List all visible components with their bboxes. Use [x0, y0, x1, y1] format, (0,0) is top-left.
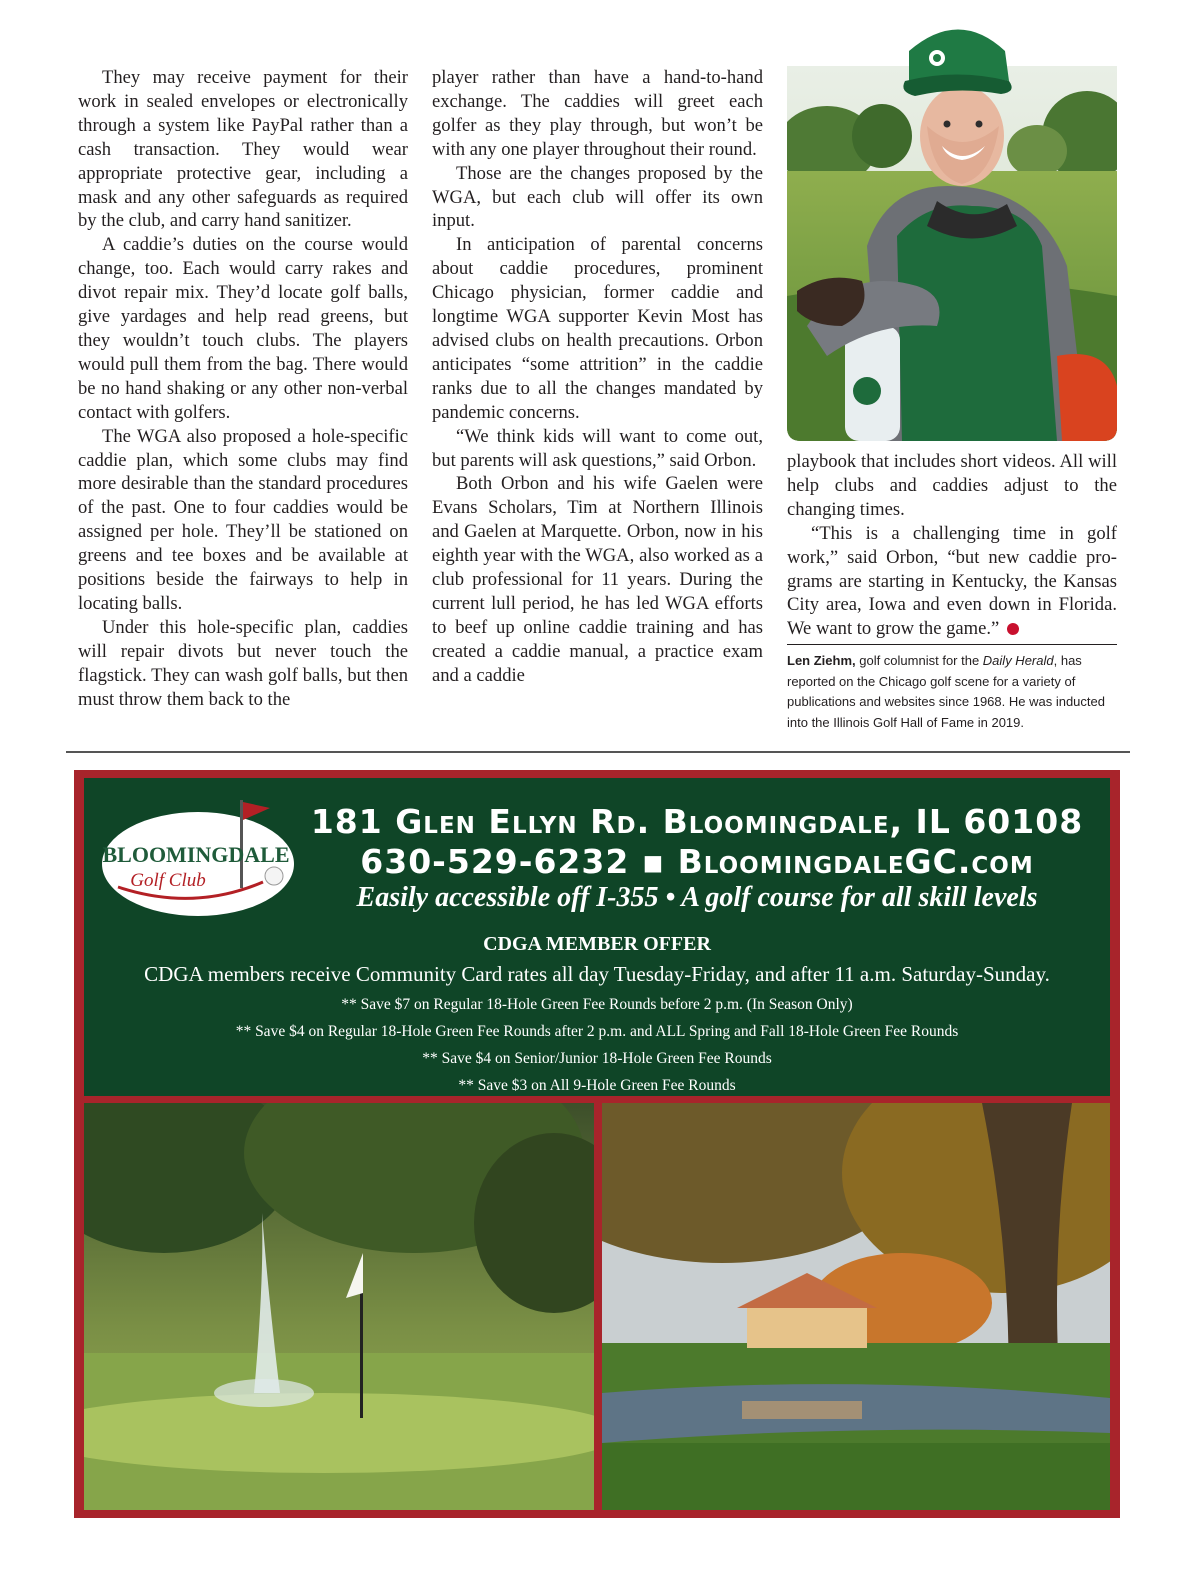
- fountain-green-photo: [84, 1103, 594, 1510]
- ad-address: 181 Glen Ellyn Rd. Bloomingdale, IL 60108: [310, 802, 1084, 841]
- paragraph: player rather than have a hand-to-hand exchange. The caddies will greet each golfer as they play through, but won’t be with any one player throughout their round.: [432, 67, 763, 160]
- publication-name: Daily Herald: [982, 653, 1054, 668]
- clubhouse-pond-photo: [602, 1103, 1110, 1510]
- ad-offer-item: ** Save $4 on Regular 18-Hole Green Fee Rounds after 2 p.m. and ALL Spring and Fall 18-Hole Green Fee Rounds: [235, 1023, 959, 1040]
- ad-tagline: Easily accessible off I-355 • A golf course for all skill levels: [356, 882, 1038, 913]
- caddie-photo: [787, 66, 1117, 441]
- bio-text: , has reported on the Chicago golf scene for a variety of publications and websites since 1968. He was inducted into the Illinois Golf Hall of Fame in 2019.: [787, 653, 1105, 730]
- bio-text: golf columnist for the: [855, 653, 983, 668]
- paragraph: Under this hole-specific plan, caddies will repair divots but never touch the flagstick. They can wash golf balls, but then must throw them back to the: [78, 616, 408, 710]
- paragraph: Those are the changes proposed by the WGA, but each club will offer its own input.: [432, 162, 763, 232]
- paragraph-text: “This is a challenging time in golf work,” said Orbon, “but new caddie programs are starting in Kentucky, the Kansas City area, Iowa and even down in Florida. We want to grow the game.”: [787, 522, 1117, 640]
- paragraph: “We think kids will want to come out, but parents will ask questions,” said Orbon.: [432, 425, 763, 471]
- ad-offer-item: ** Save $7 on Regular 18-Hole Green Fee Rounds before 2 p.m. (In Season Only): [341, 996, 853, 1013]
- paragraph: In anticipation of parental concerns about caddie procedures, prominent Chicago physician, former caddie and longtime WGA supporter Kevin Most has advised clubs on health precautions. Orbon anticipates “some attrition” in the caddie ranks due to all the changes mandated by pandemic concerns.: [432, 234, 763, 423]
- article-column-2: [432, 66, 763, 688]
- logo-text: BLOOMINGDALE: [102, 842, 290, 867]
- author-bio: [787, 651, 1117, 733]
- bio-divider: [787, 644, 1117, 645]
- ad-offer-item: ** Save $4 on Senior/Junior 18-Hole Green Fee Rounds: [422, 1050, 772, 1067]
- ad-offer-text: CDGA members receive Community Card rates all day Tuesday-Friday, and after 11 a.m. Saturday-Sunday.: [144, 962, 1050, 986]
- paragraph: The WGA also proposed a hole-specific caddie plan, which some clubs may find more desirable than the standard procedures of the past. One to four caddies would be assigned per hole. They’ll be stationed on greens and tee boxes and be available at positions beside the fairways to help in locating balls.: [78, 425, 408, 614]
- bloomingdale-advertisement: [74, 770, 1120, 1518]
- paragraph: A caddie’s duties on the course would change, too. Each would carry rakes and divot repair mix. They’d locate golf balls, give yardages and help read greens, but they wouldn’t touch clubs. The players would pull them from the bag. There would be no hand shaking or any other non-verbal contact with golfers.: [78, 234, 408, 423]
- paragraph: Both Orbon and his wife Gaelen were Evans Scholars, Tim at Northern Illinois and Gaelen at Marquette. Orbon, now in his eighth year with the WGA, also worked as a club professional for 11 years. During the current lull period, he has led WGA efforts to beef up online caddie training and has created a caddie manual, a practice exam and a caddie: [432, 473, 763, 686]
- article-column-1: [78, 66, 408, 711]
- paragraph: They may receive payment for their work in sealed envelopes or electronically through a system like PayPal rather than a cash transaction. They would wear appropriate protective gear, including a mask and any other safeguards as required by the club, and carry hand sanitizer.: [78, 67, 408, 232]
- bloomingdale-logo: [98, 792, 298, 922]
- article-column-3: [787, 450, 1117, 641]
- author-name: Len Ziehm,: [787, 653, 856, 668]
- ad-contact: 630-529-6232 ▪ BloomingdaleGC.com: [360, 842, 1034, 881]
- ad-offer-item: ** Save $3 on All 9-Hole Green Fee Rounds: [458, 1077, 736, 1094]
- paragraph: [787, 522, 1117, 642]
- ad-info-panel: [84, 778, 1110, 1096]
- ad-offer-title: CDGA MEMBER OFFER: [483, 933, 711, 955]
- page-divider: [66, 751, 1130, 753]
- paragraph: playbook that includes short videos. All will help clubs and caddies adjust to the changing times.: [787, 451, 1117, 520]
- end-of-story-bullet-icon: [1007, 623, 1019, 635]
- logo-subtext: Golf Club: [130, 870, 206, 891]
